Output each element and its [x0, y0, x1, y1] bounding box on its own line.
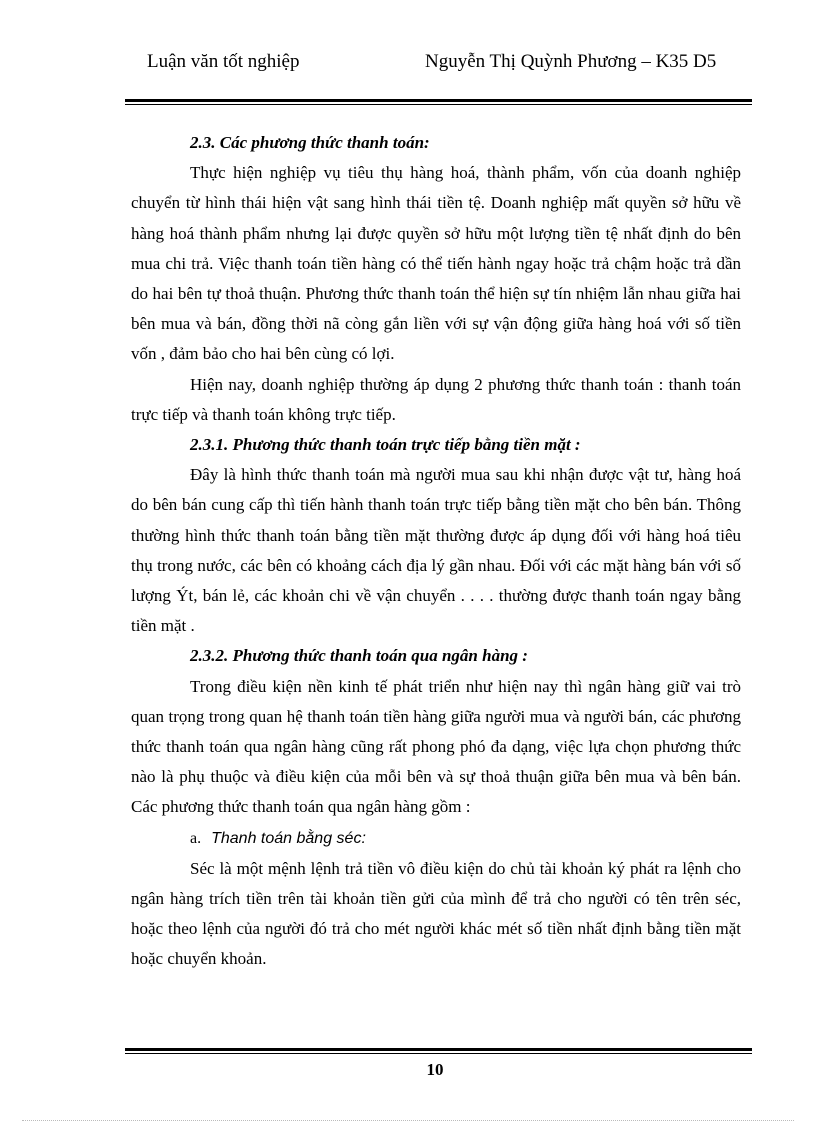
header-author: Nguyễn Thị Quỳnh Phương – K35 D5 — [425, 51, 717, 72]
section-heading-2-3-2: 2.3.2. Phương thức thanh toán qua ngân hàng : — [190, 646, 528, 666]
list-item-a-letter: a. — [190, 829, 202, 847]
header-rule-thick — [125, 99, 752, 102]
footer-rule — [125, 1048, 752, 1054]
section-heading-2-3-1: 2.3.1. Phương thức thanh toán trực tiếp bằng tiền mặt : — [190, 435, 581, 455]
header-thesis-label: Luận văn tốt nghiệp — [147, 51, 300, 72]
header-rule — [125, 99, 752, 105]
footer-rule-thick — [125, 1048, 752, 1051]
paragraph-cheque: Séc là một mệnh lệnh trả tiền vô điều kiện do chủ tài khoản ký phát ra lệnh cho ngân hàng trích tiền trên tài khoản tiền gửi của mình để trả cho người có tên trên séc, hoặc theo lệnh của người đó trả cho mét người khác mét số tiền nhất định bằng tiền mặt hoặc chuyển khoản. — [131, 858, 741, 969]
page-body — [131, 128, 741, 975]
page-edge-divider — [22, 1120, 794, 1121]
section-heading-2-3: 2.3. Các phương thức thanh toán: — [190, 133, 430, 152]
list-item-a — [131, 823, 741, 854]
paragraph-bank: Trong điều kiện nền kinh tế phát triển như hiện nay thì ngân hàng giữ vai trò quan trọng trong quan hệ thanh toán tiền hàng giữa người mua và người bán, các phương thức thanh toán qua ngân hàng cũng rất phong phó đa dạng, việc lựa chọn phương thức nào là phụ thuộc và điều kiện của mỗi bên và sự thoả thuận giữa bên mua và bên bán. Các phương thức thanh toán qua ngân hàng gồm : — [131, 676, 741, 817]
paragraph-cash: Đây là hình thức thanh toán mà người mua sau khi nhận được vật tư, hàng hoá do bên bán cung cấp thì tiến hành thanh toán trực tiếp bằng tiền mặt cho bên bán. Thông thường hình thức thanh toán bằng tiền mặt thường được áp dụng đối với hàng hoá tiêu thụ trong nước, các bên có khoảng cách địa lý gần nhau. Đối với các mặt hàng bán với số lượng Ýt, bán lẻ, các khoản chi về vận chuyển . . . . thường được thanh toán ngay bằng tiền mặt . — [131, 465, 741, 636]
paragraph-intro: Thực hiện nghiệp vụ tiêu thụ hàng hoá, thành phẩm, vốn của doanh nghiệp chuyển từ hình thái hiện vật sang hình thái tiền tệ. Doanh nghiệp mất quyền sở hữu về hàng hoá thành phẩm nhưng lại được quyền sở hữu một lượng tiền tệ nhất định do bên mua chi trả. Việc thanh toán tiền hàng có thể tiến hành ngay hoặc trả chậm hoặc trả dần do hai bên tự thoả thuận. Phương thức thanh toán thể hiện sự tín nhiệm lẫn nhau giữa hai bên mua và bán, đồng thời nã còng gắn liền với sự vận động giữa hàng hoá với số tiền vốn , đảm bảo cho hai bên cùng có lợi. — [131, 163, 741, 364]
list-item-a-title: Thanh toán bằng séc: — [211, 829, 366, 847]
header-rule-thin — [125, 104, 752, 105]
paragraph-methods: Hiện nay, doanh nghiệp thường áp dụng 2 phương thức thanh toán : thanh toán trực tiếp và thanh toán không trực tiếp. — [131, 374, 741, 424]
footer-rule-thin — [125, 1053, 752, 1054]
page-number: 10 — [426, 1060, 444, 1079]
